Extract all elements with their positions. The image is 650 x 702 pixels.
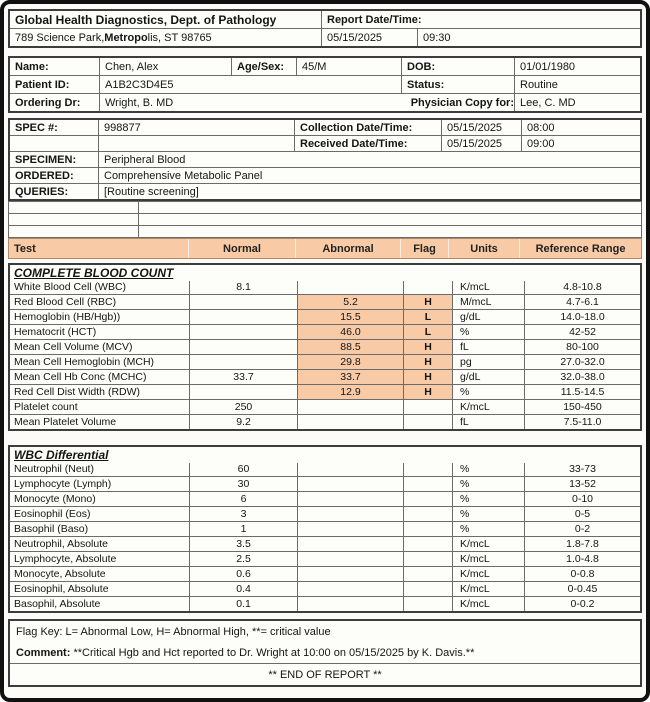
- cell-abnormal: [298, 415, 403, 429]
- column-flag: Flag: [400, 239, 448, 258]
- empty-cell: [139, 226, 641, 237]
- cell-units: K/mcL: [453, 582, 524, 596]
- cell-flag: [404, 522, 452, 536]
- flag-key-line: Flag Key: L= Abnormal Low, H= Abnormal High, **= critical value: [16, 626, 331, 638]
- cell-test: White Blood Cell (WBC): [10, 280, 189, 294]
- cell-abnormal: [298, 507, 403, 521]
- cell-abnormal: [298, 462, 403, 476]
- cell-normal: [190, 310, 297, 324]
- empty-filler-rows: [8, 201, 642, 238]
- ordering-dr-value: Wright, B. MD: [105, 96, 174, 109]
- received-date: 05/15/2025: [442, 136, 521, 151]
- cell-normal: 3: [190, 507, 297, 521]
- cell-normal: [190, 340, 297, 354]
- cell-test: Platelet count: [10, 400, 189, 414]
- cell-flag: L: [404, 310, 452, 324]
- cell-abnormal: [298, 552, 403, 566]
- cell-abnormal: 88.5: [298, 340, 403, 354]
- cell-units: %: [453, 522, 524, 536]
- column-reference-range: Reference Range: [519, 239, 641, 258]
- cell-units: M/mcL: [453, 295, 524, 309]
- patient-id: A1B2C3D4E5: [100, 76, 401, 93]
- cell-flag: [404, 477, 452, 491]
- queries-value: [Routine screening]: [99, 184, 640, 199]
- cell-flag: [404, 400, 452, 414]
- cell-test: Mean Cell Volume (MCV): [10, 340, 189, 354]
- cell-units: fL: [453, 340, 524, 354]
- comment-label: Comment:: [16, 647, 71, 659]
- cell-normal: 33.7: [190, 370, 297, 384]
- status-label: Status:: [402, 76, 514, 93]
- cell-reference-range: 14.0-18.0: [525, 310, 640, 324]
- cell-reference-range: 42-52: [525, 325, 640, 339]
- cell-reference-range: 1.0-4.8: [525, 552, 640, 566]
- cell-abnormal: [298, 597, 403, 611]
- cell-flag: [404, 537, 452, 551]
- specimen-value: Peripheral Blood: [99, 152, 640, 167]
- cell-abnormal: [298, 522, 403, 536]
- empty-cell: [139, 214, 641, 225]
- cell-units: fL: [453, 415, 524, 429]
- comment-line: [10, 643, 640, 663]
- cell-units: g/dL: [453, 310, 524, 324]
- cell-test: Mean Platelet Volume: [10, 415, 189, 429]
- cell-normal: [190, 325, 297, 339]
- cell-units: %: [453, 492, 524, 506]
- cell-reference-range: 1.8-7.8: [525, 537, 640, 551]
- cell-test: Red Blood Cell (RBC): [10, 295, 189, 309]
- cell-reference-range: 27.0-32.0: [525, 355, 640, 369]
- cell-normal: [190, 355, 297, 369]
- address-part-1: 789 Science Park,: [15, 31, 105, 44]
- cell-units: K/mcL: [453, 280, 524, 294]
- received-time: 09:00: [522, 136, 640, 151]
- name-label: Name:: [10, 58, 99, 75]
- cell-normal: 30: [190, 477, 297, 491]
- cell-test: Hemoglobin (HB/Hgb)): [10, 310, 189, 324]
- cell-abnormal: [298, 582, 403, 596]
- cell-reference-range: 80-100: [525, 340, 640, 354]
- ordered-value: Comprehensive Metabolic Panel: [99, 168, 640, 183]
- end-of-report: ** END OF REPORT **: [10, 663, 640, 685]
- cell-units: g/dL: [453, 370, 524, 384]
- cell-reference-range: 150-450: [525, 400, 640, 414]
- report-date: 05/15/2025: [322, 29, 417, 46]
- cell-flag: [404, 280, 452, 294]
- queries-label: QUERIES:: [10, 184, 98, 199]
- cell-flag: [404, 597, 452, 611]
- cell-flag: L: [404, 325, 452, 339]
- section-title-cbc: [10, 265, 640, 281]
- results-column-header: [8, 238, 642, 259]
- cell-reference-range: 0-5: [525, 507, 640, 521]
- empty-cell: [139, 202, 641, 213]
- column-abnormal: Abnormal: [295, 239, 400, 258]
- cell-abnormal: [298, 567, 403, 581]
- cell-reference-range: 7.5-11.0: [525, 415, 640, 429]
- cell-flag: H: [404, 370, 452, 384]
- cell-abnormal: 5.2: [298, 295, 403, 309]
- cell-test: Basophil (Baso): [10, 522, 189, 536]
- physician-copy-label: Physician Copy for:: [410, 96, 514, 109]
- cell-abnormal: 12.9: [298, 385, 403, 399]
- cell-abnormal: [298, 537, 403, 551]
- cell-flag: [404, 582, 452, 596]
- cell-flag: H: [404, 295, 452, 309]
- cell-reference-range: 32.0-38.0: [525, 370, 640, 384]
- column-test: Test: [14, 242, 36, 255]
- cell-normal: 9.2: [190, 415, 297, 429]
- collection-datetime-label: Collection Date/Time:: [295, 120, 441, 135]
- patient-name: Chen, Alex: [100, 58, 231, 75]
- cell-normal: [190, 295, 297, 309]
- cell-abnormal: 29.8: [298, 355, 403, 369]
- empty-cell: [9, 202, 138, 213]
- cell-units: %: [453, 385, 524, 399]
- cell-abnormal: 33.7: [298, 370, 403, 384]
- spec-number-label: SPEC #:: [10, 120, 98, 135]
- cell-normal: 0.1: [190, 597, 297, 611]
- cell-normal: 3.5: [190, 537, 297, 551]
- cell-units: K/mcL: [453, 400, 524, 414]
- cell-flag: [404, 492, 452, 506]
- cell-normal: 2.5: [190, 552, 297, 566]
- cell-units: %: [453, 462, 524, 476]
- cell-units: pg: [453, 355, 524, 369]
- organization-name: Global Health Diagnostics, Dept. of Pathology: [10, 11, 321, 28]
- empty-cell: [10, 136, 98, 151]
- cell-test: Hematocrit (HCT): [10, 325, 189, 339]
- cell-flag: H: [404, 355, 452, 369]
- cell-normal: 0.4: [190, 582, 297, 596]
- cell-flag: [404, 567, 452, 581]
- cell-normal: 250: [190, 400, 297, 414]
- collection-date: 05/15/2025: [442, 120, 521, 135]
- empty-cell: [9, 214, 138, 225]
- patient-id-label: Patient ID:: [10, 76, 99, 93]
- cell-test: Lymphocyte, Absolute: [10, 552, 189, 566]
- cell-units: K/mcL: [453, 552, 524, 566]
- cell-abnormal: [298, 400, 403, 414]
- comment-text: **Critical Hgb and Hct reported to Dr. Wright at 10:00 on 05/15/2025 by K. Davis.**: [73, 647, 475, 659]
- cell-test: Eosinophil (Eos): [10, 507, 189, 521]
- cell-flag: [404, 415, 452, 429]
- cell-reference-range: 0-10: [525, 492, 640, 506]
- ordering-dr-label: Ordering Dr:: [10, 94, 99, 111]
- cell-reference-range: 11.5-14.5: [525, 385, 640, 399]
- cell-reference-range: 33-73: [525, 462, 640, 476]
- cell-flag: H: [404, 340, 452, 354]
- cell-normal: 6: [190, 492, 297, 506]
- cell-flag: [404, 552, 452, 566]
- cell-abnormal: [298, 477, 403, 491]
- empty-cell: [9, 226, 138, 237]
- cell-test: Basophil, Absolute: [10, 597, 189, 611]
- cbc-results-table: [8, 263, 642, 431]
- cell-units: %: [453, 325, 524, 339]
- report-header-table: [8, 9, 642, 48]
- collection-time: 08:00: [522, 120, 640, 135]
- patient-agesex: 45/M: [297, 58, 401, 75]
- cell-flag: [404, 507, 452, 521]
- patient-status: Routine: [515, 76, 640, 93]
- physician-copy-value: Lee, C. MD: [515, 94, 640, 111]
- cell-flag: [404, 462, 452, 476]
- report-time: 09:30: [418, 29, 640, 46]
- cell-reference-range: 0-2: [525, 522, 640, 536]
- cell-test: Mean Cell Hemoglobin (MCH): [10, 355, 189, 369]
- cell-test: Neutrophil (Neut): [10, 462, 189, 476]
- cell-reference-range: 0-0.8: [525, 567, 640, 581]
- cell-units: K/mcL: [453, 537, 524, 551]
- address-part-2: lis, ST 98765: [147, 31, 212, 44]
- cell-test: Mean Cell Hb Conc (MCHC): [10, 370, 189, 384]
- organization-address: [10, 29, 321, 46]
- cell-normal: [190, 385, 297, 399]
- dob-label: DOB:: [402, 58, 514, 75]
- cell-test: Monocyte (Mono): [10, 492, 189, 506]
- cell-test: Neutrophil, Absolute: [10, 537, 189, 551]
- patient-dob: 01/01/1980: [515, 58, 640, 75]
- specimen-table: [8, 118, 642, 201]
- cell-units: K/mcL: [453, 567, 524, 581]
- address-part-city: Metropo: [104, 31, 148, 44]
- patient-info-table: [8, 56, 642, 113]
- cell-normal: 1: [190, 522, 297, 536]
- cell-units: K/mcL: [453, 597, 524, 611]
- ordering-and-copy-cell: [100, 94, 514, 111]
- cell-abnormal: 15.5: [298, 310, 403, 324]
- cell-reference-range: 0-0.2: [525, 597, 640, 611]
- cell-reference-range: 13-52: [525, 477, 640, 491]
- agesex-label: Age/Sex:: [232, 58, 296, 75]
- section-title-differential-text: WBC Differential: [14, 448, 109, 462]
- cell-test: Eosinophil, Absolute: [10, 582, 189, 596]
- column-normal: Normal: [188, 239, 295, 258]
- cell-units: %: [453, 477, 524, 491]
- cell-normal: 60: [190, 462, 297, 476]
- column-units: Units: [448, 239, 519, 258]
- cell-reference-range: 4.8-10.8: [525, 280, 640, 294]
- cell-reference-range: 0-0.45: [525, 582, 640, 596]
- section-title-cbc-text: COMPLETE BLOOD COUNT: [14, 266, 174, 280]
- empty-cell: [99, 136, 294, 151]
- ordered-label: ORDERED:: [10, 168, 98, 183]
- spec-number-value: 998877: [99, 120, 294, 135]
- cell-normal: 0.6: [190, 567, 297, 581]
- cell-normal: 8.1: [190, 280, 297, 294]
- received-datetime-label: Received Date/Time:: [295, 136, 441, 151]
- cell-abnormal: 46.0: [298, 325, 403, 339]
- wbc-differential-table: [8, 445, 642, 613]
- specimen-label: SPECIMEN:: [10, 152, 98, 167]
- cell-abnormal: [298, 492, 403, 506]
- cell-test: Lymphocyte (Lymph): [10, 477, 189, 491]
- cell-test: Red Cell Dist Width (RDW): [10, 385, 189, 399]
- report-footer: [8, 619, 642, 687]
- cell-test: Monocyte, Absolute: [10, 567, 189, 581]
- cell-flag: H: [404, 385, 452, 399]
- report-datetime-label: Report Date/Time:: [322, 11, 640, 28]
- cell-reference-range: 4.7-6.1: [525, 295, 640, 309]
- cell-abnormal: [298, 280, 403, 294]
- section-title-differential: [10, 447, 640, 463]
- cell-units: %: [453, 507, 524, 521]
